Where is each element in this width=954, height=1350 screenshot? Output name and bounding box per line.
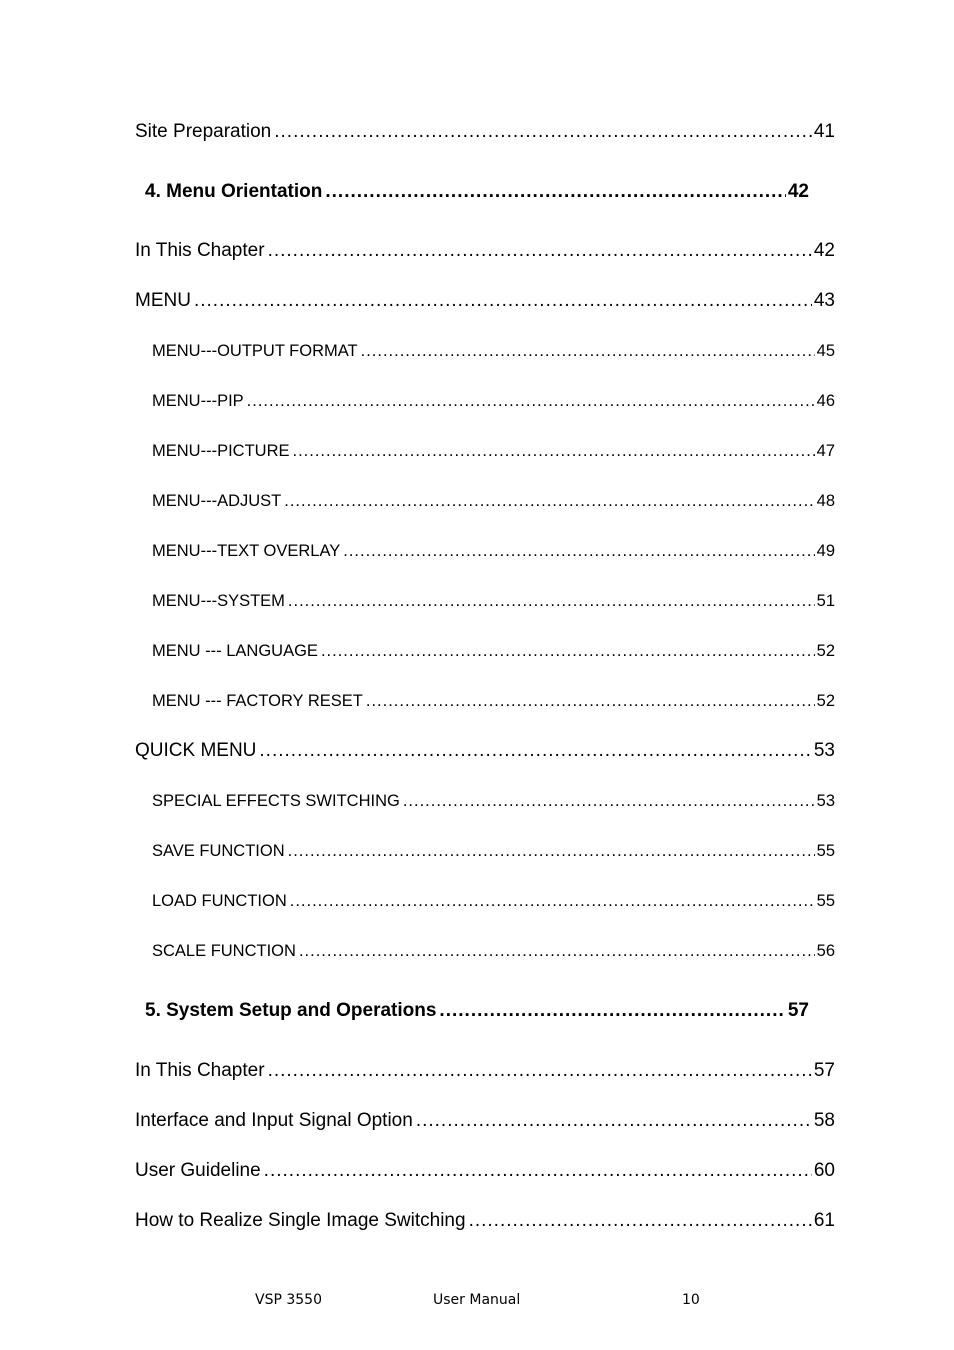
dot-leader xyxy=(439,1000,785,1022)
toc-chapter-menu-orientation[interactable] xyxy=(145,181,809,203)
footer-product: VSP 3550 xyxy=(255,1292,322,1308)
toc-entry-page: 46 xyxy=(816,392,835,410)
toc-entry-site-preparation[interactable] xyxy=(135,121,835,143)
dot-leader xyxy=(469,1210,812,1232)
toc-entry-label: MENU --- LANGUAGE xyxy=(152,642,318,660)
dot-leader xyxy=(366,692,815,711)
toc-entry-label: MENU---PIP xyxy=(152,392,244,410)
dot-leader xyxy=(416,1110,812,1132)
toc-entry-label: MENU---SYSTEM xyxy=(152,592,285,610)
toc-entry-page: 52 xyxy=(816,692,835,710)
toc-entry-menu-system[interactable] xyxy=(152,592,835,611)
toc-entry-label: LOAD FUNCTION xyxy=(152,892,287,910)
footer-title: User Manual xyxy=(433,1292,521,1308)
dot-leader xyxy=(293,442,815,461)
dot-leader xyxy=(299,942,815,961)
toc-entry-in-this-chapter[interactable] xyxy=(135,240,835,262)
toc-entry-label: MENU---OUTPUT FORMAT xyxy=(152,342,358,360)
toc-entry-scale-function[interactable] xyxy=(152,942,835,961)
toc-entry-label: SAVE FUNCTION xyxy=(152,842,285,860)
toc-entry-label: MENU---ADJUST xyxy=(152,492,282,510)
dot-leader xyxy=(264,1160,812,1182)
toc-entry-menu-pip[interactable] xyxy=(152,392,835,411)
toc-entry-page: 52 xyxy=(816,642,835,660)
toc-entry-single-image-switching[interactable] xyxy=(135,1210,835,1232)
toc-entry-menu[interactable] xyxy=(135,290,835,312)
toc-entry-page: 57 xyxy=(787,1000,809,1021)
toc-entry-page: 42 xyxy=(787,181,809,202)
toc-entry-menu-output-format[interactable] xyxy=(152,342,835,361)
toc-entry-label: User Guideline xyxy=(135,1160,261,1181)
toc-entry-label: 5. System Setup and Operations xyxy=(145,1000,437,1021)
toc-entry-page: 43 xyxy=(813,290,835,311)
toc-entry-label: In This Chapter xyxy=(135,1060,265,1081)
toc-entry-page: 45 xyxy=(816,342,835,360)
toc-entry-in-this-chapter-2[interactable] xyxy=(135,1060,835,1082)
toc-entry-page: 61 xyxy=(813,1210,835,1231)
toc-entry-menu-text-overlay[interactable] xyxy=(152,542,835,561)
toc-entry-page: 55 xyxy=(816,842,835,860)
toc-entry-label: How to Realize Single Image Switching xyxy=(135,1210,466,1231)
toc-entry-label: MENU --- FACTORY RESET xyxy=(152,692,363,710)
toc-entry-page: 42 xyxy=(813,240,835,261)
dot-leader xyxy=(288,592,815,611)
dot-leader xyxy=(194,290,812,312)
toc-entry-page: 58 xyxy=(813,1110,835,1131)
dot-leader xyxy=(274,121,812,143)
dot-leader xyxy=(403,792,815,811)
toc-entry-save-function[interactable] xyxy=(152,842,835,861)
toc-entry-menu-adjust[interactable] xyxy=(152,492,835,511)
toc-entry-label: MENU---PICTURE xyxy=(152,442,290,460)
toc-entry-label: Site Preparation xyxy=(135,121,272,142)
toc-entry-page: 56 xyxy=(816,942,835,960)
toc-entry-label: MENU---TEXT OVERLAY xyxy=(152,542,341,560)
toc-entry-page: 57 xyxy=(813,1060,835,1081)
toc-entry-page: 41 xyxy=(813,121,835,142)
dot-leader xyxy=(343,542,814,561)
toc-entry-load-function[interactable] xyxy=(152,892,835,911)
toc-entry-page: 49 xyxy=(816,542,835,560)
toc-entry-label: In This Chapter xyxy=(135,240,265,261)
dot-leader xyxy=(321,642,815,661)
dot-leader xyxy=(361,342,815,361)
toc-entry-label: SCALE FUNCTION xyxy=(152,942,296,960)
toc-entry-page: 51 xyxy=(816,592,835,610)
toc-entry-page: 60 xyxy=(813,1160,835,1181)
dot-leader xyxy=(325,181,786,203)
footer-page-number: 10 xyxy=(682,1292,700,1308)
toc-entry-label: 4. Menu Orientation xyxy=(145,181,323,202)
toc-entry-menu-language[interactable] xyxy=(152,642,835,661)
toc-entry-special-effects-switching[interactable] xyxy=(152,792,835,811)
dot-leader xyxy=(259,740,811,762)
toc-entry-menu-factory-reset[interactable] xyxy=(152,692,835,711)
toc-chapter-system-setup[interactable] xyxy=(145,1000,809,1022)
toc-entry-page: 48 xyxy=(816,492,835,510)
dot-leader xyxy=(288,842,815,861)
toc-entry-page: 47 xyxy=(816,442,835,460)
toc-entry-label: SPECIAL EFFECTS SWITCHING xyxy=(152,792,400,810)
toc-entry-page: 53 xyxy=(813,740,835,761)
toc-entry-quick-menu[interactable] xyxy=(135,740,835,762)
dot-leader xyxy=(284,492,814,511)
toc-entry-menu-picture[interactable] xyxy=(152,442,835,461)
dot-leader xyxy=(268,240,812,262)
toc-entry-label: MENU xyxy=(135,290,191,311)
toc-entry-label: QUICK MENU xyxy=(135,740,257,761)
toc-entry-page: 53 xyxy=(816,792,835,810)
dot-leader xyxy=(290,892,815,911)
toc-entry-label: Interface and Input Signal Option xyxy=(135,1110,413,1131)
dot-leader xyxy=(268,1060,812,1082)
toc-entry-interface-input-signal[interactable] xyxy=(135,1110,835,1132)
toc-entry-user-guideline[interactable] xyxy=(135,1160,835,1182)
dot-leader xyxy=(247,392,815,411)
toc-entry-page: 55 xyxy=(816,892,835,910)
